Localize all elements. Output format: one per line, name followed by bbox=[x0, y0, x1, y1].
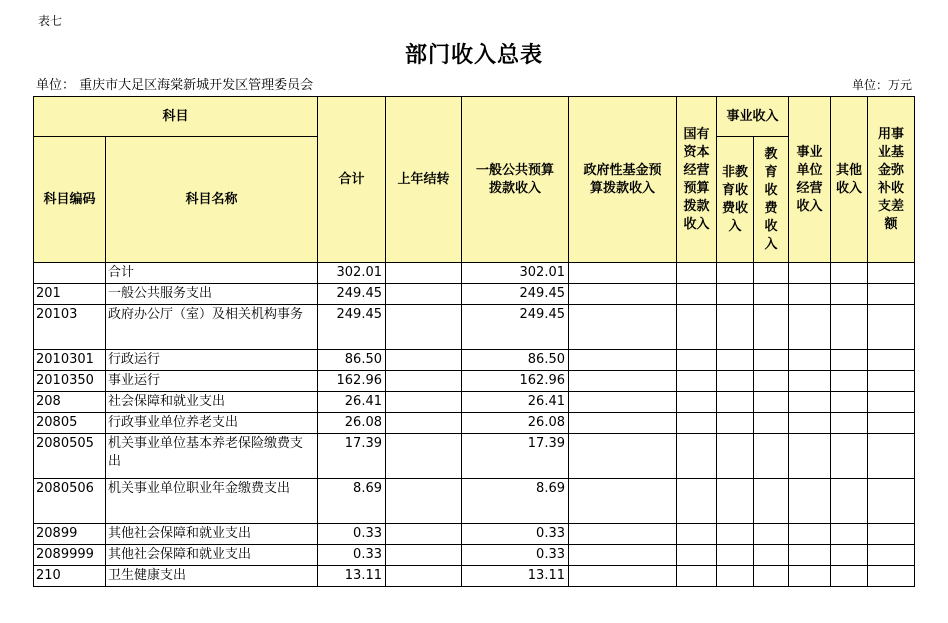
cell-total: 302.01 bbox=[318, 263, 386, 284]
cell-total: 86.50 bbox=[318, 350, 386, 371]
cell-empty bbox=[754, 371, 789, 392]
cell-empty bbox=[831, 479, 868, 524]
cell-name: 行政运行 bbox=[106, 350, 318, 371]
cell-empty bbox=[868, 434, 915, 479]
table-row bbox=[34, 566, 915, 587]
cell-empty bbox=[569, 566, 677, 587]
cell-code bbox=[34, 263, 106, 284]
cell-general-budget: 0.33 bbox=[462, 524, 569, 545]
cell-empty bbox=[831, 284, 868, 305]
cell-empty bbox=[569, 392, 677, 413]
cell-empty bbox=[831, 566, 868, 587]
cell-empty bbox=[831, 263, 868, 284]
header-state-capital: 国有资本经营预算拨款收入 bbox=[677, 97, 717, 263]
cell-empty bbox=[789, 566, 831, 587]
cell-carryover bbox=[386, 371, 462, 392]
cell-empty bbox=[717, 413, 754, 434]
cell-empty bbox=[868, 305, 915, 350]
table-row bbox=[34, 371, 915, 392]
cell-code: 20805 bbox=[34, 413, 106, 434]
cell-empty bbox=[789, 305, 831, 350]
cell-code: 210 bbox=[34, 566, 106, 587]
cell-empty bbox=[677, 350, 717, 371]
cell-empty bbox=[569, 284, 677, 305]
cell-name: 卫生健康支出 bbox=[106, 566, 318, 587]
cell-empty bbox=[754, 350, 789, 371]
page-title: 部门收入总表 bbox=[404, 43, 543, 68]
cell-empty bbox=[754, 434, 789, 479]
cell-name: 事业运行 bbox=[106, 371, 318, 392]
cell-empty bbox=[677, 284, 717, 305]
cell-empty bbox=[717, 566, 754, 587]
cell-empty bbox=[868, 413, 915, 434]
cell-carryover bbox=[386, 479, 462, 524]
cell-empty bbox=[569, 305, 677, 350]
table-row bbox=[34, 392, 915, 413]
header-business-op: 事业单位经营收入 bbox=[789, 97, 831, 263]
cell-empty bbox=[789, 392, 831, 413]
cell-empty bbox=[789, 413, 831, 434]
cell-name: 其他社会保障和就业支出 bbox=[106, 545, 318, 566]
cell-empty bbox=[831, 413, 868, 434]
cell-empty bbox=[831, 434, 868, 479]
cell-code: 2080505 bbox=[34, 434, 106, 479]
cell-empty bbox=[754, 284, 789, 305]
header-fund-balance: 用事业基金弥补收支差额 bbox=[868, 97, 915, 263]
cell-carryover bbox=[386, 545, 462, 566]
cell-code: 2010350 bbox=[34, 371, 106, 392]
cell-general-budget: 26.08 bbox=[462, 413, 569, 434]
cell-empty bbox=[831, 392, 868, 413]
header-code: 科目编码 bbox=[34, 137, 106, 263]
header-business-income: 事业收入 bbox=[717, 97, 789, 137]
cell-empty bbox=[754, 545, 789, 566]
cell-empty bbox=[789, 524, 831, 545]
cell-empty bbox=[868, 479, 915, 524]
cell-empty bbox=[717, 392, 754, 413]
cell-carryover bbox=[386, 434, 462, 479]
table-row bbox=[34, 263, 915, 284]
cell-empty bbox=[717, 545, 754, 566]
cell-name: 其他社会保障和就业支出 bbox=[106, 524, 318, 545]
header-carryover: 上年结转 bbox=[386, 97, 462, 263]
cell-empty bbox=[754, 263, 789, 284]
cell-general-budget: 86.50 bbox=[462, 350, 569, 371]
cell-name: 机关事业单位基本养老保险缴费支出 bbox=[106, 434, 318, 479]
cell-name: 一般公共服务支出 bbox=[106, 284, 318, 305]
cell-empty bbox=[789, 284, 831, 305]
cell-code: 2089999 bbox=[34, 545, 106, 566]
cell-general-budget: 13.11 bbox=[462, 566, 569, 587]
cell-general-budget: 162.96 bbox=[462, 371, 569, 392]
header-total: 合计 bbox=[318, 97, 386, 263]
table-number: 表七 bbox=[38, 14, 63, 28]
cell-empty bbox=[677, 566, 717, 587]
cell-carryover bbox=[386, 413, 462, 434]
table-row bbox=[34, 524, 915, 545]
cell-empty bbox=[677, 545, 717, 566]
cell-empty bbox=[677, 371, 717, 392]
cell-empty bbox=[717, 263, 754, 284]
cell-general-budget: 249.45 bbox=[462, 305, 569, 350]
cell-empty bbox=[868, 545, 915, 566]
cell-name: 行政事业单位养老支出 bbox=[106, 413, 318, 434]
cell-general-budget: 26.41 bbox=[462, 392, 569, 413]
cell-total: 249.45 bbox=[318, 284, 386, 305]
cell-code: 201 bbox=[34, 284, 106, 305]
cell-empty bbox=[754, 305, 789, 350]
header-non-edu-fee: 非教育收费收入 bbox=[717, 137, 754, 263]
cell-total: 26.41 bbox=[318, 392, 386, 413]
cell-empty bbox=[569, 524, 677, 545]
cell-name: 社会保障和就业支出 bbox=[106, 392, 318, 413]
cell-carryover bbox=[386, 524, 462, 545]
unit-organization: 单位： 重庆市大足区海棠新城开发区管理委员会 bbox=[36, 78, 314, 93]
header-other: 其他收入 bbox=[831, 97, 868, 263]
cell-empty bbox=[717, 305, 754, 350]
cell-total: 249.45 bbox=[318, 305, 386, 350]
cell-empty bbox=[717, 524, 754, 545]
cell-empty bbox=[677, 263, 717, 284]
cell-total: 8.69 bbox=[318, 479, 386, 524]
cell-empty bbox=[717, 284, 754, 305]
cell-empty bbox=[789, 434, 831, 479]
cell-empty bbox=[868, 350, 915, 371]
unit-currency: 单位：万元 bbox=[851, 78, 912, 92]
cell-empty bbox=[569, 263, 677, 284]
cell-general-budget: 302.01 bbox=[462, 263, 569, 284]
cell-empty bbox=[789, 263, 831, 284]
cell-empty bbox=[677, 479, 717, 524]
table-row bbox=[34, 545, 915, 566]
cell-code: 20103 bbox=[34, 305, 106, 350]
cell-carryover bbox=[386, 350, 462, 371]
cell-empty bbox=[789, 371, 831, 392]
cell-total: 26.08 bbox=[318, 413, 386, 434]
cell-carryover bbox=[386, 263, 462, 284]
cell-empty bbox=[677, 392, 717, 413]
cell-empty bbox=[789, 350, 831, 371]
cell-empty bbox=[831, 305, 868, 350]
cell-name: 合计 bbox=[106, 263, 318, 284]
cell-empty bbox=[754, 524, 789, 545]
cell-empty bbox=[569, 479, 677, 524]
cell-empty bbox=[717, 434, 754, 479]
cell-general-budget: 0.33 bbox=[462, 545, 569, 566]
cell-general-budget: 17.39 bbox=[462, 434, 569, 479]
table-row bbox=[34, 479, 915, 524]
header-edu-fee: 教育收费收入 bbox=[754, 137, 789, 263]
cell-code: 20899 bbox=[34, 524, 106, 545]
cell-total: 17.39 bbox=[318, 434, 386, 479]
cell-empty bbox=[789, 545, 831, 566]
cell-empty bbox=[868, 263, 915, 284]
cell-empty bbox=[717, 479, 754, 524]
cell-total: 13.11 bbox=[318, 566, 386, 587]
table-row bbox=[34, 413, 915, 434]
cell-empty bbox=[868, 371, 915, 392]
cell-empty bbox=[569, 413, 677, 434]
cell-empty bbox=[677, 434, 717, 479]
cell-general-budget: 8.69 bbox=[462, 479, 569, 524]
table-row bbox=[34, 305, 915, 350]
header-gov-fund: 政府性基金预算拨款收入 bbox=[569, 97, 677, 263]
cell-empty bbox=[717, 350, 754, 371]
header-name: 科目名称 bbox=[106, 137, 318, 263]
cell-empty bbox=[717, 371, 754, 392]
cell-empty bbox=[754, 392, 789, 413]
cell-code: 208 bbox=[34, 392, 106, 413]
cell-empty bbox=[868, 284, 915, 305]
header-general-budget: 一般公共预算拨款收入 bbox=[462, 97, 569, 263]
cell-empty bbox=[677, 305, 717, 350]
table-row bbox=[34, 350, 915, 371]
cell-carryover bbox=[386, 305, 462, 350]
cell-empty bbox=[831, 524, 868, 545]
cell-empty bbox=[754, 479, 789, 524]
income-summary-table bbox=[33, 96, 915, 587]
cell-empty bbox=[754, 566, 789, 587]
cell-total: 162.96 bbox=[318, 371, 386, 392]
cell-empty bbox=[677, 413, 717, 434]
cell-empty bbox=[868, 566, 915, 587]
cell-empty bbox=[831, 545, 868, 566]
cell-name: 政府办公厅（室）及相关机构事务 bbox=[106, 305, 318, 350]
cell-empty bbox=[868, 524, 915, 545]
cell-code: 2080506 bbox=[34, 479, 106, 524]
cell-empty bbox=[569, 371, 677, 392]
cell-empty bbox=[831, 371, 868, 392]
table-row bbox=[34, 284, 915, 305]
cell-carryover bbox=[386, 284, 462, 305]
cell-empty bbox=[754, 413, 789, 434]
cell-empty bbox=[569, 350, 677, 371]
cell-empty bbox=[789, 479, 831, 524]
cell-carryover bbox=[386, 392, 462, 413]
cell-empty bbox=[677, 524, 717, 545]
cell-empty bbox=[569, 545, 677, 566]
header-subject: 科目 bbox=[34, 97, 318, 137]
cell-general-budget: 249.45 bbox=[462, 284, 569, 305]
cell-total: 0.33 bbox=[318, 524, 386, 545]
table-row bbox=[34, 434, 915, 479]
cell-code: 2010301 bbox=[34, 350, 106, 371]
cell-empty bbox=[831, 350, 868, 371]
cell-empty bbox=[868, 392, 915, 413]
cell-empty bbox=[569, 434, 677, 479]
cell-carryover bbox=[386, 566, 462, 587]
cell-total: 0.33 bbox=[318, 545, 386, 566]
cell-name: 机关事业单位职业年金缴费支出 bbox=[106, 479, 318, 524]
